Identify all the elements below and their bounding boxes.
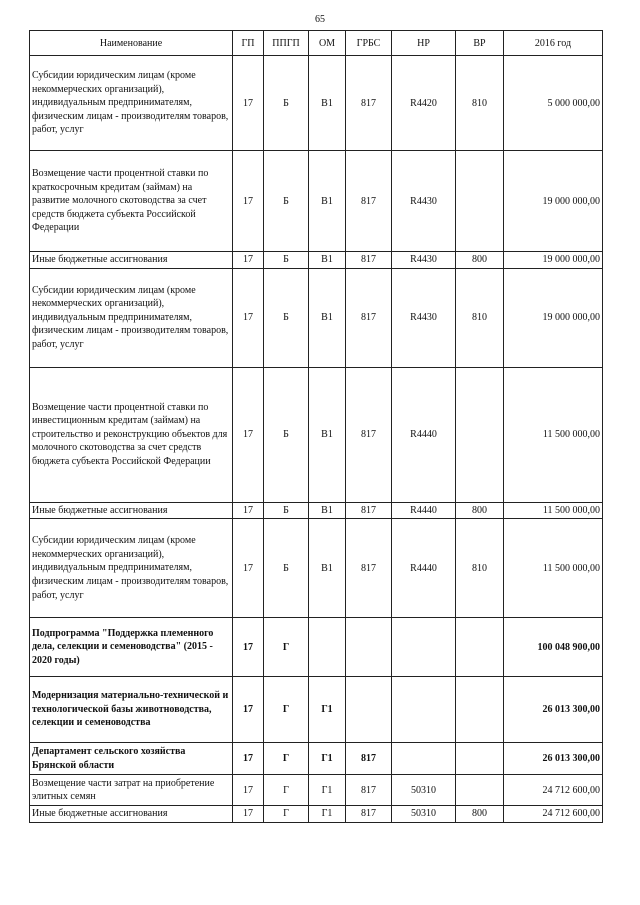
cell-om: Г1 [309,743,346,775]
cell-amount: 100 048 900,00 [504,618,603,677]
cell-np: R4430 [392,268,456,367]
cell-np: 50310 [392,775,456,806]
cell-ppgp: Б [264,151,309,252]
cell-vr [456,367,504,502]
table-row [30,151,603,252]
cell-vr: 800 [456,806,504,823]
cell-om: В1 [309,502,346,519]
cell-name: Подпрограмма "Поддержка племенного дела, селекции и семеноводства" (2015 - 2020 годы) [30,618,233,677]
cell-grbs: 817 [346,367,392,502]
cell-np: R4430 [392,151,456,252]
cell-grbs: 817 [346,743,392,775]
cell-gp: 17 [233,268,264,367]
cell-np: R4420 [392,56,456,151]
cell-name: Возмещение части затрат на приобретение элитных семян [30,775,233,806]
cell-om: Г1 [309,806,346,823]
cell-vr [456,775,504,806]
header-ppgp: ППГП [264,31,309,56]
cell-gp: 17 [233,151,264,252]
cell-ppgp: Г [264,775,309,806]
cell-grbs: 817 [346,151,392,252]
cell-np: R4440 [392,519,456,618]
cell-gp: 17 [233,806,264,823]
cell-name: Департамент сельского хозяйства Брянской области [30,743,233,775]
header-name: Наименование [30,31,233,56]
table-row [30,367,603,502]
table-row [30,502,603,519]
cell-grbs: 817 [346,806,392,823]
cell-vr: 800 [456,252,504,269]
cell-np: 50310 [392,806,456,823]
cell-grbs: 817 [346,252,392,269]
cell-gp: 17 [233,367,264,502]
cell-ppgp: Б [264,268,309,367]
cell-vr: 810 [456,56,504,151]
cell-vr: 810 [456,519,504,618]
header-om: ОМ [309,31,346,56]
cell-amount: 11 500 000,00 [504,519,603,618]
cell-ppgp: Г [264,806,309,823]
cell-amount: 26 013 300,00 [504,677,603,743]
cell-amount: 19 000 000,00 [504,252,603,269]
cell-om: Г1 [309,775,346,806]
cell-vr [456,677,504,743]
cell-amount: 5 000 000,00 [504,56,603,151]
cell-vr [456,618,504,677]
cell-om: В1 [309,367,346,502]
table-row [30,806,603,823]
cell-ppgp: Г [264,677,309,743]
cell-amount: 19 000 000,00 [504,268,603,367]
cell-ppgp: Г [264,618,309,677]
header-np: НР [392,31,456,56]
cell-ppgp: Б [264,252,309,269]
cell-np: R4440 [392,502,456,519]
cell-grbs: 817 [346,775,392,806]
cell-om: В1 [309,252,346,269]
cell-ppgp: Б [264,56,309,151]
header-grbs: ГРБС [346,31,392,56]
cell-np [392,618,456,677]
table-row [30,677,603,743]
cell-grbs: 817 [346,56,392,151]
cell-amount: 24 712 600,00 [504,806,603,823]
cell-name: Модернизация материально-технической и технологической базы животноводства, селекции и семеноводства [30,677,233,743]
table-row [30,252,603,269]
cell-gp: 17 [233,618,264,677]
table-header-row [30,31,603,56]
table-row [30,775,603,806]
cell-om: В1 [309,56,346,151]
cell-name: Возмещение части процентной ставки по инвестиционным кредитам (займам) на строительство и реконструкцию объектов для молочного скотоводства за счет средств бюджета субъекта Российской Федерации [30,367,233,502]
cell-ppgp: Б [264,502,309,519]
cell-name: Иные бюджетные ассигнования [30,502,233,519]
cell-np: R4430 [392,252,456,269]
cell-np [392,677,456,743]
cell-om: В1 [309,151,346,252]
cell-amount: 24 712 600,00 [504,775,603,806]
cell-om: В1 [309,268,346,367]
cell-grbs: 817 [346,268,392,367]
cell-vr [456,743,504,775]
cell-om: В1 [309,519,346,618]
table-row [30,618,603,677]
cell-name: Иные бюджетные ассигнования [30,806,233,823]
header-vr: ВР [456,31,504,56]
cell-gp: 17 [233,519,264,618]
cell-gp: 17 [233,775,264,806]
cell-vr: 800 [456,502,504,519]
header-year: 2016 год [504,31,603,56]
cell-grbs [346,618,392,677]
cell-np: R4440 [392,367,456,502]
cell-vr: 810 [456,268,504,367]
cell-gp: 17 [233,743,264,775]
cell-amount: 11 500 000,00 [504,367,603,502]
table-row [30,268,603,367]
cell-gp: 17 [233,677,264,743]
cell-np [392,743,456,775]
cell-name: Иные бюджетные ассигнования [30,252,233,269]
cell-ppgp: Б [264,519,309,618]
cell-name: Возмещение части процентной ставки по краткосрочным кредитам (займам) на развитие молочного скотоводства за счет средств бюджета субъекта Российской Федерации [30,151,233,252]
cell-om: Г1 [309,677,346,743]
budget-table [29,30,603,823]
cell-ppgp: Г [264,743,309,775]
cell-amount: 19 000 000,00 [504,151,603,252]
cell-amount: 26 013 300,00 [504,743,603,775]
cell-gp: 17 [233,56,264,151]
cell-name: Субсидии юридическим лицам (кроме некоммерческих организаций), индивидуальным предпринимателям, физическим лицам - производителям товаров, работ, услуг [30,56,233,151]
cell-grbs: 817 [346,519,392,618]
cell-grbs: 817 [346,502,392,519]
cell-gp: 17 [233,502,264,519]
cell-vr [456,151,504,252]
table-row [30,743,603,775]
page-number: 65 [315,14,325,25]
table-row [30,56,603,151]
cell-om [309,618,346,677]
cell-ppgp: Б [264,367,309,502]
cell-gp: 17 [233,252,264,269]
table-row [30,519,603,618]
header-gp: ГП [233,31,264,56]
cell-name: Субсидии юридическим лицам (кроме некоммерческих организаций), индивидуальным предпринимателям, физическим лицам - производителям товаров, работ, услуг [30,268,233,367]
cell-grbs [346,677,392,743]
cell-amount: 11 500 000,00 [504,502,603,519]
cell-name: Субсидии юридическим лицам (кроме некоммерческих организаций), индивидуальным предпринимателям, физическим лицам - производителям товаров, работ, услуг [30,519,233,618]
